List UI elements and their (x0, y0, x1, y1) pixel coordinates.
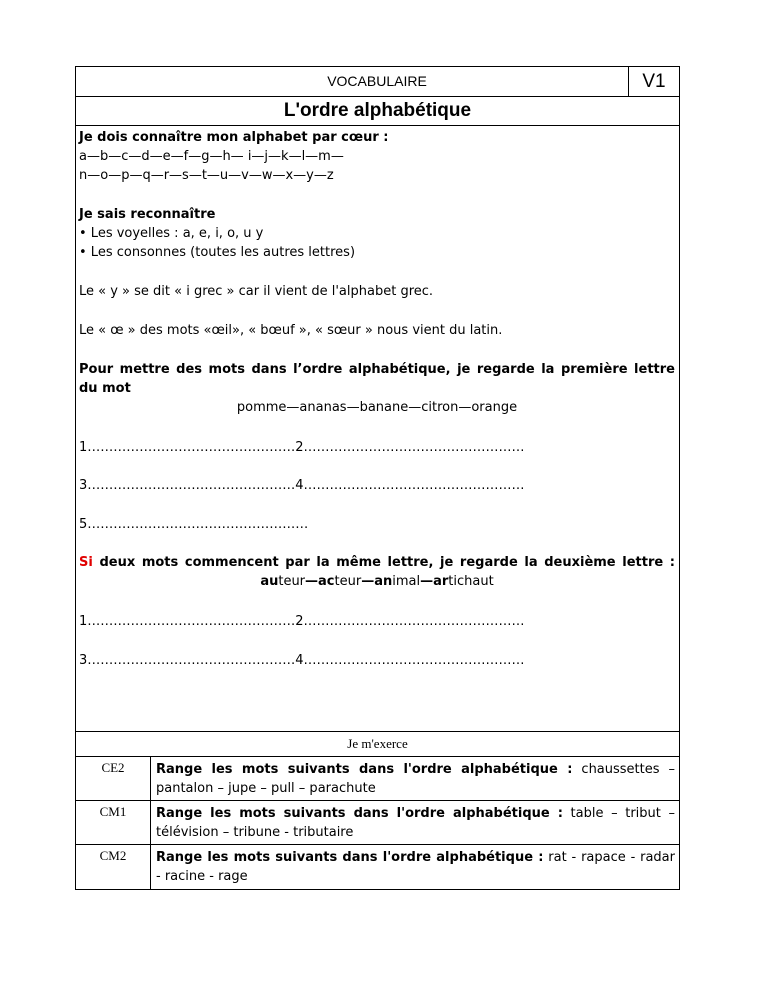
exercise-row (76, 757, 679, 801)
exercise-row (76, 801, 679, 845)
lesson-body (76, 126, 679, 732)
second-letter-words (79, 572, 675, 591)
second-letter-rule (79, 553, 675, 572)
rule-keyword-si: Si (79, 555, 93, 570)
alphabet-heading: Je dois connaître mon alphabet par cœur : (79, 130, 389, 145)
vowels-item: • Les voyelles : a, e, i, o, u y (79, 226, 264, 241)
y-note: Le « y » se dit « i grec » car il vient de l'alphabet grec. (79, 284, 434, 299)
exercise-task (151, 845, 679, 889)
exercise-task (151, 801, 679, 844)
word-suffix: teur (278, 574, 306, 589)
word-suffix: teur (334, 574, 362, 589)
exercise-words: chaussettes – pantalon – jupe – pull – parachute (156, 762, 675, 796)
exercise-instruction: Range les mots suivants dans l'ordre alphabétique : (156, 850, 544, 865)
page-title: L'ordre alphabétique (76, 97, 679, 126)
word-prefix: au (260, 574, 279, 589)
answer-blank-line: 1…………………………………………2…………………………………………… (79, 614, 525, 629)
category-label: VOCABULAIRE (327, 73, 427, 89)
exercise-heading: Je m'exerce (76, 732, 679, 757)
exercise-instruction: Range les mots suivants dans l'ordre alphabétique : (156, 762, 573, 777)
header-row (76, 67, 679, 97)
answer-blank-line: 3…………………………………………4…………………………………………… (79, 653, 525, 668)
level-label: CM2 (76, 845, 151, 889)
exercise-words: rat - rapace - radar - racine - rage (156, 850, 675, 884)
rule-text: deux mots commencent par la même lettre, je regarde la deuxième lettre : (92, 555, 675, 570)
answer-blank-line: 1…………………………………………2…………………………………………… (79, 440, 525, 455)
word-suffix: imal (392, 574, 421, 589)
answer-blank-line: 5…………………………………………… (79, 517, 309, 532)
exercise-words: table – tribut – télévision – tribune - tributaire (156, 806, 675, 840)
exercise-task (151, 757, 679, 800)
exercise-row (76, 845, 679, 889)
answer-blank-line: 3…………………………………………4…………………………………………… (79, 478, 525, 493)
recognize-heading: Je sais reconnaître (79, 207, 216, 222)
oe-note: Le « œ » des mots «œil», « bœuf », « sœur » nous vient du latin. (79, 323, 503, 338)
exercise-instruction: Range les mots suivants dans l'ordre alphabétique : (156, 806, 563, 821)
alphabet-line-1: a—b—c—d—e—f—g—h— i—j—k—l—m— (79, 149, 344, 164)
exercise-table (76, 757, 679, 889)
first-letter-words: pomme—ananas—banane—citron—orange (236, 400, 518, 415)
word-prefix: —an (361, 574, 393, 589)
word-suffix: tichaut (448, 574, 494, 589)
word-prefix: —ar (420, 574, 449, 589)
level-label: CM1 (76, 801, 151, 844)
level-label: CE2 (76, 757, 151, 800)
consonants-item: • Les consonnes (toutes les autres lettres) (79, 245, 356, 260)
worksheet (75, 66, 680, 890)
first-letter-rule: Pour mettre des mots dans l’ordre alphabétique, je regarde la première lettre du mot (79, 362, 675, 396)
word-prefix: —ac (305, 574, 335, 589)
alphabet-line-2: n—o—p—q—r—s—t—u—v—w—x—y—z (79, 168, 334, 183)
version-label: V1 (628, 67, 679, 96)
